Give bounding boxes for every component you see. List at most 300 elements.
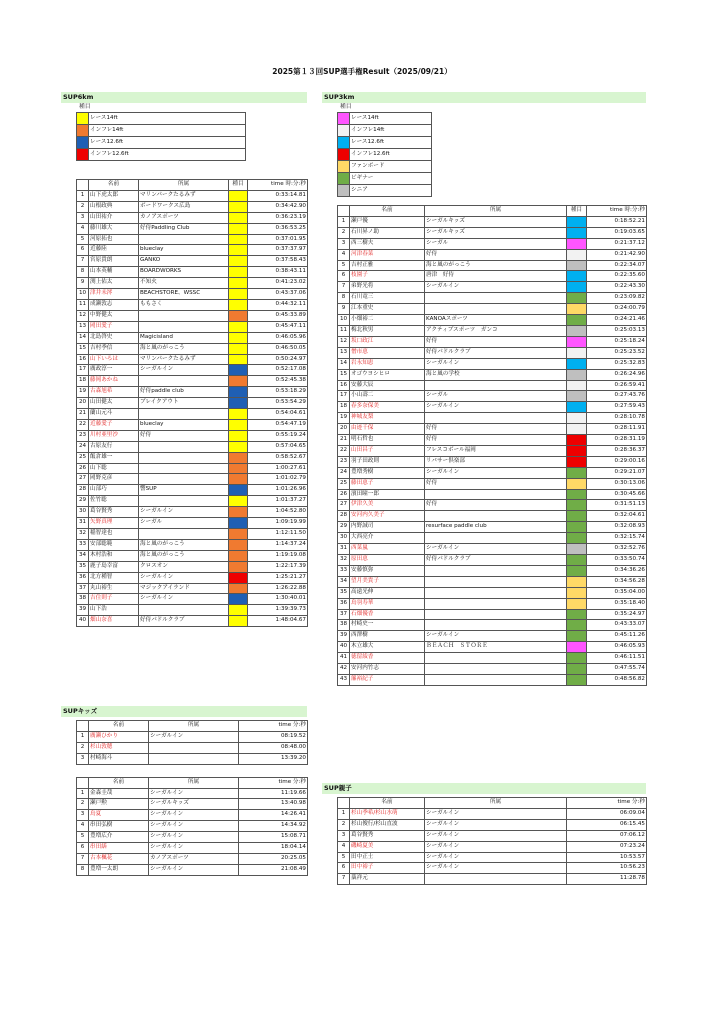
name-cell: 吉住則子 (89, 594, 139, 605)
team-cell (139, 234, 229, 245)
sup3km-results-table (337, 205, 647, 686)
name-cell: 古原友行 (89, 441, 139, 452)
category-cell (229, 387, 248, 398)
name-cell: 徳留綾香 (350, 653, 425, 664)
team-cell (425, 598, 567, 609)
team-cell: シーガルイン (139, 572, 229, 583)
category-cell (567, 653, 587, 664)
time-cell: 0:32:15.74 (587, 533, 647, 544)
team-cell: ＢＥＡＣＨ ＳＴＯＲＥ (425, 642, 567, 653)
rank-cell: 29 (77, 496, 89, 507)
rank-cell: 15 (338, 369, 350, 380)
time-cell: 11:19.66 (239, 788, 308, 799)
category-cell (229, 539, 248, 550)
time-cell: 0:22:34.07 (587, 260, 647, 271)
table-row (338, 631, 647, 642)
rank-cell: 23 (77, 430, 89, 441)
time-cell: 0:26:59.41 (587, 380, 647, 391)
table-row (77, 387, 308, 398)
name-cell: 坂口政江 (350, 336, 425, 347)
category-cell (229, 561, 248, 572)
name-cell: 望月美貴子 (350, 576, 425, 587)
name-cell: 串田弘樹 (89, 821, 149, 832)
team-cell: シーガルキッズ (425, 227, 567, 238)
category-cell (229, 332, 248, 343)
legend-row (338, 149, 432, 161)
table-row (338, 336, 647, 347)
table-row (338, 664, 647, 675)
team-cell: blueclay (139, 245, 229, 256)
rank-cell: 35 (338, 587, 350, 598)
category-cell (229, 398, 248, 409)
name-cell: 飯倉雄一 (89, 452, 139, 463)
name-cell: 川村亜里沙 (89, 430, 139, 441)
time-cell: 0:29:00.16 (587, 456, 647, 467)
rank-cell: 24 (338, 467, 350, 478)
team-cell: シーガルイン (149, 864, 239, 875)
table-row (77, 799, 308, 810)
table-row (77, 452, 308, 463)
category-cell (567, 358, 587, 369)
rank-cell: 17 (77, 365, 89, 376)
category-cell (567, 609, 587, 620)
category-cell (567, 325, 587, 336)
team-cell: シーガルイン (425, 282, 567, 293)
rank-cell: 22 (77, 419, 89, 430)
column-header: time 時:分:秒 (587, 206, 647, 217)
name-cell: 鹿子島幸富 (89, 561, 139, 572)
rank-cell: 3 (77, 212, 89, 223)
legend-label: インフレ14ft (350, 125, 432, 137)
team-cell: 不知火 (139, 278, 229, 289)
team-cell: 海と風のがっこう (139, 550, 229, 561)
name-cell: 豊増一太朗 (89, 864, 149, 875)
table-row (338, 598, 647, 609)
team-cell: シーガルイン (425, 631, 567, 642)
name-cell: 伊津久美 (350, 500, 425, 511)
category-cell (567, 511, 587, 522)
name-cell: 田中裕子 (350, 863, 425, 874)
table-row (338, 841, 647, 852)
name-cell: 村崎史一 (350, 620, 425, 631)
rank-cell: 33 (338, 565, 350, 576)
category-cell (229, 299, 248, 310)
legend-row (77, 125, 246, 137)
category-cell (567, 380, 587, 391)
team-cell: ももさく (139, 299, 229, 310)
rank-cell: 18 (338, 402, 350, 413)
name-cell: 大西亮介 (350, 533, 425, 544)
team-cell: シーガルイン (149, 731, 239, 742)
category-cell (229, 616, 248, 627)
rank-cell: 31 (77, 518, 89, 529)
time-cell: 0:34:42.90 (248, 201, 308, 212)
column-header: 名前 (350, 798, 425, 809)
kids-title: SUPキッズ (61, 706, 307, 717)
name-cell: 成瀬敦志 (89, 299, 139, 310)
category-cell (229, 518, 248, 529)
team-cell (425, 620, 567, 631)
table-row (338, 227, 647, 238)
time-cell: 0:24:21.46 (587, 315, 647, 326)
table-row (338, 511, 647, 522)
table-row (338, 852, 647, 863)
rank-cell: 37 (338, 609, 350, 620)
rank-cell: 36 (338, 598, 350, 609)
time-cell: 13:39.20 (239, 753, 308, 764)
category-cell (567, 522, 587, 533)
category-cell (229, 485, 248, 496)
name-cell: 小畑裕二 (350, 315, 425, 326)
time-cell: 10:56.23 (567, 863, 647, 874)
team-cell (139, 310, 229, 321)
name-cell: 岩永知恵 (350, 358, 425, 369)
time-cell: 0:46:50.05 (248, 343, 308, 354)
time-cell: 13:40.98 (239, 799, 308, 810)
team-cell: GANKO (139, 256, 229, 267)
name-cell: 近藤愛子 (89, 419, 139, 430)
name-cell: 廣瀬ひかり (89, 731, 149, 742)
team-cell: シーガルイン (425, 544, 567, 555)
column-header: 所属 (139, 180, 229, 191)
column-header: time 分:秒 (567, 798, 647, 809)
rank-cell: 1 (338, 216, 350, 227)
name-cell: 内野誠司 (350, 522, 425, 533)
table-row (338, 456, 647, 467)
table-row (338, 424, 647, 435)
name-cell: 北島啓史 (89, 332, 139, 343)
team-cell (149, 753, 239, 764)
time-cell: 0:46:11.51 (587, 653, 647, 664)
time-cell: 0:52:45.38 (248, 376, 308, 387)
category-cell (229, 365, 248, 376)
table-row (338, 238, 647, 249)
team-cell (425, 587, 567, 598)
time-cell: 1:01:37.27 (248, 496, 308, 507)
table-row (338, 315, 647, 326)
time-cell: 0:25:23.52 (587, 347, 647, 358)
rank-cell: 8 (338, 293, 350, 304)
category-cell (567, 304, 587, 315)
rank-cell: 27 (77, 474, 89, 485)
rank-cell: 21 (338, 435, 350, 446)
name-cell: 安河内久美子 (350, 511, 425, 522)
rank-cell: 21 (77, 409, 89, 420)
category-cell (567, 598, 587, 609)
category-cell (567, 642, 587, 653)
time-cell: 0:23:09.82 (587, 293, 647, 304)
sup3km-section (322, 92, 646, 686)
category-cell (229, 507, 248, 518)
time-cell: 0:52:17.08 (248, 365, 308, 376)
table-row (338, 260, 647, 271)
rank-cell: 19 (338, 413, 350, 424)
sup6km-section (61, 92, 307, 627)
rank-cell: 6 (338, 863, 350, 874)
column-header (338, 206, 350, 217)
name-cell: 藁祥元 (350, 874, 425, 885)
rank-cell: 9 (77, 278, 89, 289)
rank-cell: 38 (338, 620, 350, 631)
table-row (77, 343, 308, 354)
category-cell (567, 467, 587, 478)
table-row (338, 653, 647, 664)
rank-cell: 22 (338, 445, 350, 456)
category-cell (567, 402, 587, 413)
team-cell (425, 293, 567, 304)
legend-row (77, 137, 246, 149)
time-cell: 07:23.24 (567, 841, 647, 852)
time-cell: 21:08.49 (239, 864, 308, 875)
name-cell: 石川竜三 (350, 293, 425, 304)
table-row (338, 435, 647, 446)
team-cell: シーガルイン (149, 832, 239, 843)
legend-row (338, 113, 432, 125)
time-cell: 0:25:03.13 (587, 325, 647, 336)
column-header (77, 721, 89, 732)
name-cell: 安藤大辰 (350, 380, 425, 391)
name-cell: 山本英輔 (89, 267, 139, 278)
time-cell: 0:53:54.29 (248, 398, 308, 409)
table-row (77, 507, 308, 518)
rank-cell: 6 (77, 245, 89, 256)
category-cell (567, 369, 587, 380)
rank-cell: 2 (77, 742, 89, 753)
team-cell (425, 533, 567, 544)
time-cell: 0:27:59.43 (587, 402, 647, 413)
category-cell (567, 293, 587, 304)
table-row (338, 304, 647, 315)
column-header: 所属 (425, 798, 567, 809)
category-cell (567, 391, 587, 402)
category-cell (567, 620, 587, 631)
time-cell: 0:21:42.90 (587, 249, 647, 260)
name-cell: 山下浩 (89, 605, 139, 616)
table-row (338, 325, 647, 336)
team-cell: マリンパークたるみず (139, 190, 229, 201)
table-row (338, 369, 647, 380)
name-cell: 羽子田政則 (350, 456, 425, 467)
time-cell: 0:30:45.66 (587, 489, 647, 500)
table-row (338, 674, 647, 685)
rank-cell: 35 (77, 561, 89, 572)
table-row (338, 216, 647, 227)
table-row (77, 810, 308, 821)
team-cell: 唐津 好侍 (425, 271, 567, 282)
team-cell (139, 321, 229, 332)
column-header (77, 180, 89, 191)
time-cell: 0:33:14.81 (248, 190, 308, 201)
rank-cell: 31 (338, 544, 350, 555)
name-cell: 藤川雄大 (89, 223, 139, 234)
table-row (77, 376, 308, 387)
table-row (338, 863, 647, 874)
category-cell (229, 289, 248, 300)
category-cell (229, 409, 248, 420)
column-header: time 時:分:秒 (248, 180, 308, 191)
rank-cell: 20 (77, 398, 89, 409)
category-cell (229, 310, 248, 321)
category-cell (567, 587, 587, 598)
time-cell: 1:01:02.79 (248, 474, 308, 485)
rank-cell: 2 (77, 799, 89, 810)
rank-cell: 5 (77, 234, 89, 245)
category-cell (567, 478, 587, 489)
sup6km-category-label: 種目 (79, 104, 91, 110)
team-cell (139, 452, 229, 463)
table-row (338, 380, 647, 391)
rank-cell: 39 (77, 605, 89, 616)
category-cell (229, 234, 248, 245)
time-cell: 0:36:23.19 (248, 212, 308, 223)
rank-cell: 37 (77, 583, 89, 594)
category-cell (567, 565, 587, 576)
kids-section (61, 706, 307, 876)
time-cell: 15:08.71 (239, 832, 308, 843)
team-cell: シーガル (425, 238, 567, 249)
rank-cell: 1 (77, 190, 89, 201)
rank-cell: 11 (338, 325, 350, 336)
name-cell: 西澤樹 (350, 631, 425, 642)
table-row (338, 282, 647, 293)
team-cell (425, 674, 567, 685)
table-row (77, 832, 308, 843)
time-cell: 0:31:51.13 (587, 500, 647, 511)
table-row (338, 467, 647, 478)
name-cell: 梅北秋男 (350, 325, 425, 336)
name-cell: 瀬戸勲 (89, 799, 149, 810)
rank-cell: 2 (338, 227, 350, 238)
team-cell: クロスオン (139, 561, 229, 572)
table-row (77, 821, 308, 832)
table-row (338, 271, 647, 282)
time-cell: 0:45:47.11 (248, 321, 308, 332)
sup3km-legend (337, 112, 432, 197)
table-row (77, 354, 308, 365)
category-cell (567, 216, 587, 227)
rank-cell: 23 (338, 456, 350, 467)
time-cell: 0:33:50.74 (587, 555, 647, 566)
rank-cell: 26 (77, 463, 89, 474)
legend-swatch (77, 125, 89, 137)
name-cell: 山下聡 (89, 463, 139, 474)
time-cell: 18:04.14 (239, 843, 308, 854)
time-cell: 0:36:53.25 (248, 223, 308, 234)
rank-cell: 7 (338, 282, 350, 293)
name-cell: 岡田愛子 (89, 321, 139, 332)
time-cell: 0:54:47.19 (248, 419, 308, 430)
category-cell (567, 336, 587, 347)
table-row (77, 212, 308, 223)
rank-cell: 11 (77, 299, 89, 310)
rank-cell: 8 (77, 864, 89, 875)
time-cell: 0:45:11.26 (587, 631, 647, 642)
name-cell: 簾裕紀子 (350, 674, 425, 685)
rank-cell: 41 (338, 653, 350, 664)
table-row (338, 642, 647, 653)
category-cell (229, 278, 248, 289)
table-row (338, 445, 647, 456)
rank-cell: 20 (338, 424, 350, 435)
time-cell: 0:47:55.74 (587, 664, 647, 675)
category-cell (229, 572, 248, 583)
rank-cell: 17 (338, 391, 350, 402)
table-row (77, 788, 308, 799)
legend-swatch (77, 113, 89, 125)
rank-cell: 10 (77, 289, 89, 300)
rank-cell: 15 (77, 343, 89, 354)
table-row (77, 529, 308, 540)
name-cell: 磯崎夏美 (350, 841, 425, 852)
team-cell: シーガルイン (425, 852, 567, 863)
category-cell (567, 282, 587, 293)
rank-cell: 28 (338, 511, 350, 522)
name-cell: 葛谷賢秀 (350, 830, 425, 841)
table-header-row (77, 180, 308, 191)
team-cell: シーガルキッズ (149, 799, 239, 810)
name-cell: 石川昇ノ助 (350, 227, 425, 238)
team-cell: 好侍 (425, 336, 567, 347)
team-cell: シーガルイン (425, 808, 567, 819)
legend-swatch (77, 149, 89, 161)
team-cell: 好侍 (425, 435, 567, 446)
team-cell: シーガルキッズ (425, 216, 567, 227)
time-cell: 0:54:04.61 (248, 409, 308, 420)
name-cell: 吉村季信 (89, 343, 139, 354)
category-cell (567, 413, 587, 424)
legend-label: インフレ12.6ft (350, 149, 432, 161)
column-header: 所属 (425, 206, 567, 217)
name-cell: 串田繕 (89, 843, 149, 854)
team-cell: 好侍 (425, 249, 567, 260)
column-header (77, 777, 89, 788)
team-cell: マリンパークたるみず (139, 354, 229, 365)
table-row (77, 539, 308, 550)
table-row (77, 485, 308, 496)
team-cell: カノアスポーツ (139, 212, 229, 223)
category-cell (567, 631, 587, 642)
table-row (338, 489, 647, 500)
legend-swatch (338, 161, 350, 173)
column-header: 名前 (89, 777, 149, 788)
time-cell: 14:26.41 (239, 810, 308, 821)
time-cell: 0:35:04.00 (587, 587, 647, 598)
table-row (77, 561, 308, 572)
column-header: 名前 (89, 721, 149, 732)
team-cell: resurface paddle club (425, 522, 567, 533)
time-cell: 0:35:24.97 (587, 609, 647, 620)
name-cell: 藤田恵子 (350, 478, 425, 489)
time-cell: 0:45:33.89 (248, 310, 308, 321)
table-row (77, 419, 308, 430)
name-cell: 岡野克彦 (89, 474, 139, 485)
team-cell (139, 463, 229, 474)
team-cell: KANOAスポーツ (425, 315, 567, 326)
rank-cell: 32 (338, 555, 350, 566)
category-cell (229, 529, 248, 540)
team-cell: BEACHSTORE、WSSC (139, 289, 229, 300)
time-cell: 08:48.00 (239, 742, 308, 753)
table-row (338, 402, 647, 413)
category-cell (229, 605, 248, 616)
name-cell: 杉山敦穂 (89, 742, 149, 753)
name-cell: 木村浩和 (89, 550, 139, 561)
team-cell: 響SUP (139, 485, 229, 496)
time-cell: 1:04:52.80 (248, 507, 308, 518)
rank-cell: 7 (77, 853, 89, 864)
legend-row (338, 161, 432, 173)
legend-label: インフレ12.6ft (89, 149, 246, 161)
